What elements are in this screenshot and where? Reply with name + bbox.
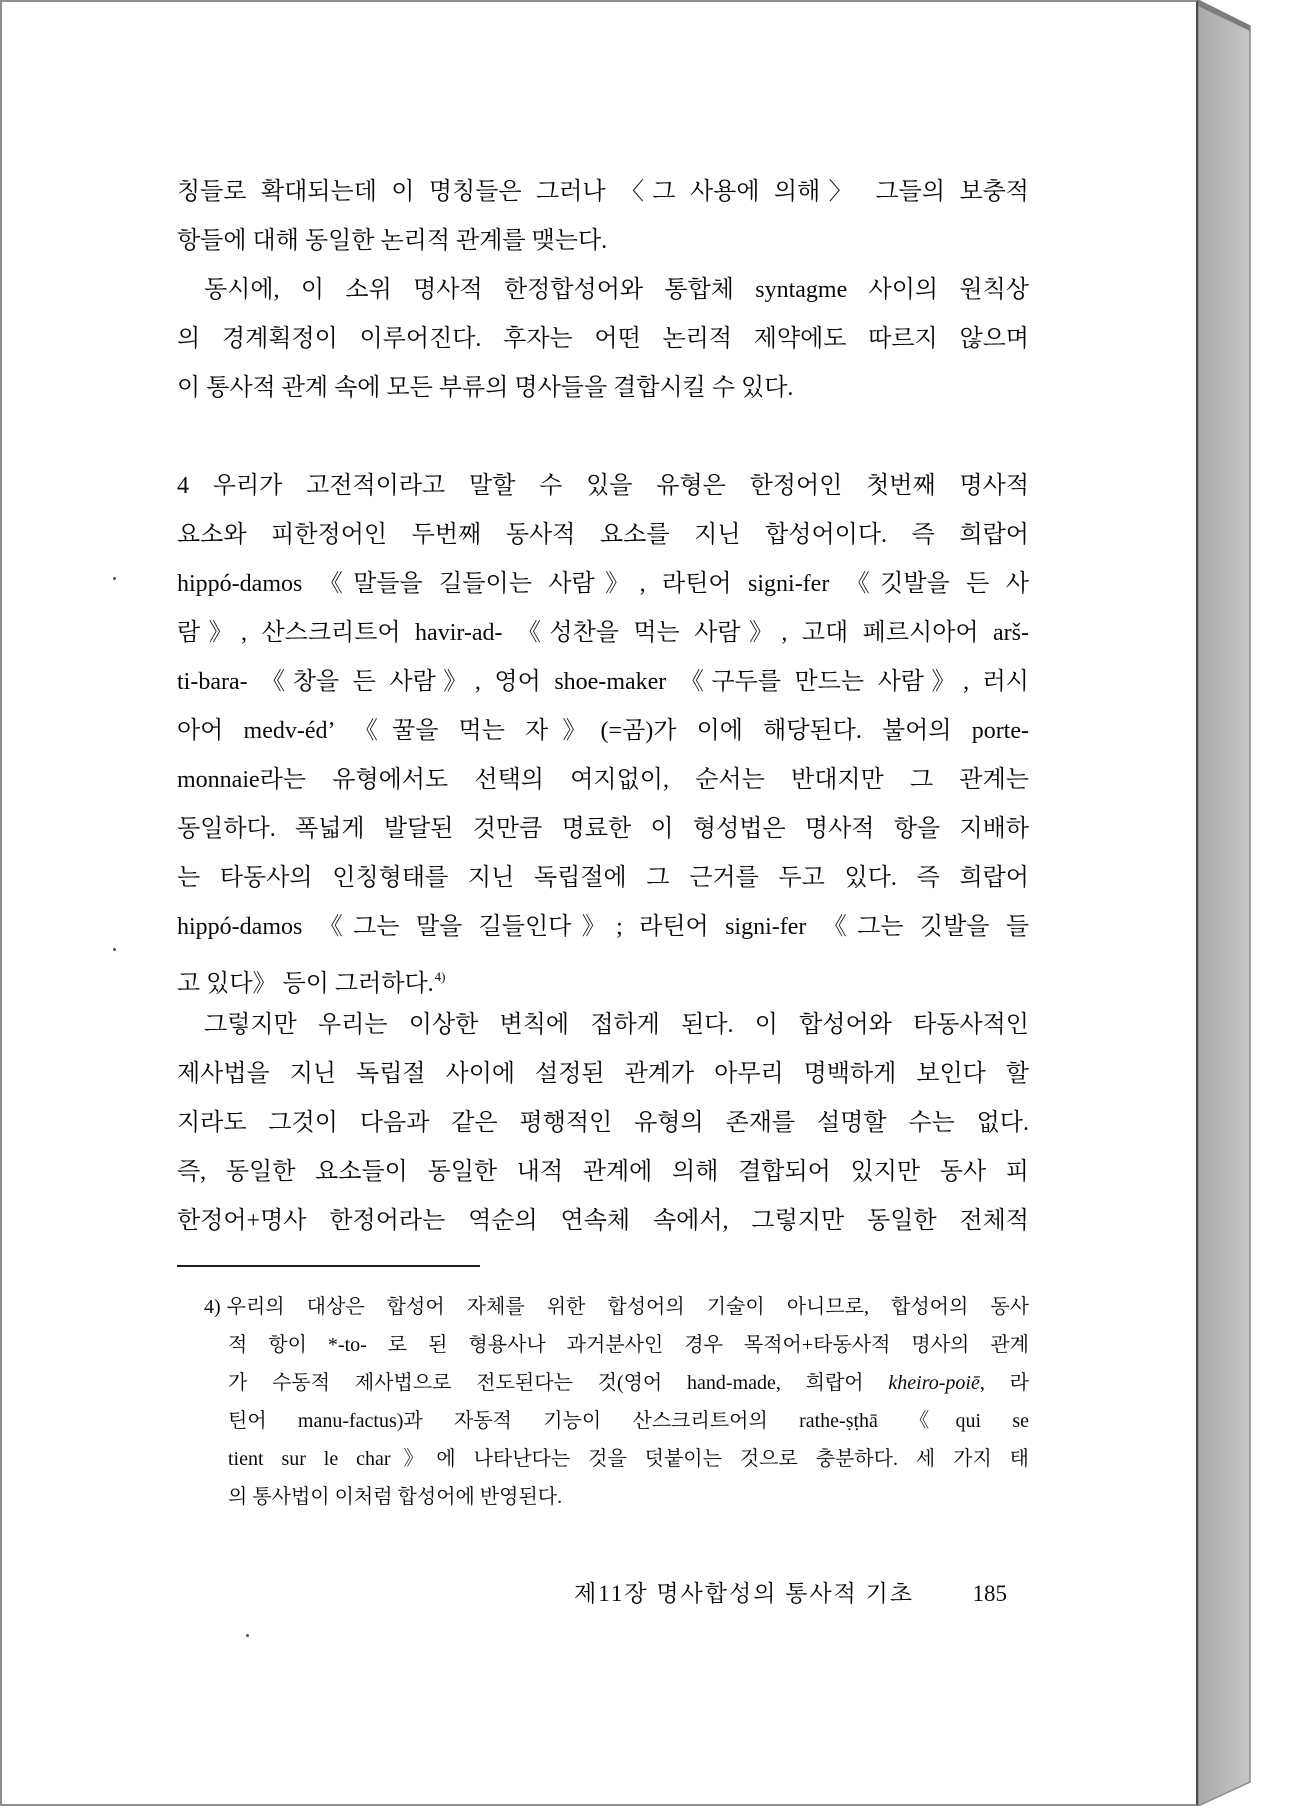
text-line: 즉, 동일한 요소들이 동일한 내적 관계에 의해 결합되어 있지만 동사 피 [177, 1159, 1029, 1185]
text-line: 동일하다. 폭넓게 발달된 것만큼 명료한 이 형성법은 명사적 항을 지배하 [177, 816, 1029, 842]
book-edge-side [1198, 0, 1250, 1806]
scan-speck [246, 1634, 249, 1637]
text-line: 람》, 산스크리트어 havir-ad- 《성찬을 먹는 사람》, 고대 페르시아어 arš- [177, 620, 1029, 646]
running-footer [574, 1578, 1007, 1610]
footnote-line [228, 1364, 1029, 1402]
numbered-paragraph [177, 462, 1029, 1001]
main-text [177, 168, 1029, 1246]
footnote-line: 틴어 manu-factus)과 자동적 기능이 산스크리트어의 rathe-ṣṭhā 《qui se [228, 1410, 1029, 1432]
text-line [177, 952, 1029, 1001]
footnote-separator [177, 1265, 480, 1267]
text-line: 지라도 그것이 다음과 같은 평행적인 유형의 존재를 설명할 수는 없다. [177, 1110, 1029, 1136]
text-line: 는 타동사의 인칭형태를 지닌 독립절에 그 근거를 두고 있다. 즉 희랍어 [177, 865, 1029, 891]
footnote-line-content: 가 수동적 제사법으로 전도된다는 것(영어 hand-made, 희랍어 [228, 1372, 889, 1394]
text-line: 의 경계획정이 이루어진다. 후자는 어떤 논리적 제약에도 따르지 않으며 [177, 326, 1029, 352]
paragraph-continued [177, 168, 1029, 266]
text-line: 한정어+명사 한정어라는 역순의 연속체 속에서, 그렇지만 동일한 전체적 [177, 1208, 1029, 1234]
text-line: 항들에 대해 동일한 논리적 관계를 맺는다. [177, 228, 608, 254]
italic-term: kheiro-poiē [888, 1372, 980, 1394]
page-number: 185 [972, 1581, 1007, 1606]
text-line: 아어 medv-éd’ 《꿀을 먹는 자》(=곰)가 이에 해당된다. 불어의 porte- [177, 718, 1029, 744]
text-line: 칭들로 확대되는데 이 명칭들은 그러나 〈그 사용에 의해〉 그들의 보충적 [177, 179, 1029, 205]
chapter-title: 제11장 명사합성의 통사적 기초 [574, 1581, 915, 1606]
scan-speck [113, 577, 116, 580]
paragraph [177, 1001, 1029, 1246]
text-line: 이 통사적 관계 속에 모든 부류의 명사들을 결합시킬 수 있다. [177, 375, 794, 401]
paragraph [177, 266, 1029, 413]
text-line: hippó-damos 《말들을 길들이는 사람》, 라틴어 signi-fer 《깃발을 든 사 [177, 571, 1029, 597]
text-line: monnaie라는 유형에서도 선택의 여지없이, 순서는 반대지만 그 관계는 [177, 767, 1029, 793]
text-line: 그렇지만 우리는 이상한 변칙에 접하게 된다. 이 합성어와 타동사적인 [204, 1012, 1029, 1038]
footnote-line: tient sur le char》에 나타난다는 것을 덧붙이는 것으로 충분하다. 세 가지 태 [228, 1448, 1029, 1470]
footnote-line: 적 항이 *-to- 로 된 형용사나 과거분사인 경우 목적어+타동사적 명사의 관계 [228, 1334, 1029, 1356]
footnote-marker: 4) [204, 1296, 221, 1318]
text-line: ti-bara- 《창을 든 사람》, 영어 shoe-maker 《구두를 만드는 사람》, 러시 [177, 669, 1029, 695]
scan-speck [113, 948, 116, 951]
footnote-line: 의 통사법이 이처럼 합성어에 반영된다. [228, 1486, 563, 1508]
footnote-line-content: , 라 [979, 1372, 1029, 1394]
text-line-content: 고 있다》 등이 그러하다. [177, 971, 434, 997]
footnote-reference: 4) [434, 969, 446, 984]
text-line: 제사법을 지닌 독립절 사이에 설정된 관계가 아무리 명백하게 보인다 할 [177, 1061, 1029, 1087]
text-line: hippó-damos 《그는 말을 길들인다》; 라틴어 signi-fer 《그는 깃발을 들 [177, 914, 1029, 940]
footnote-line-content: 우리의 대상은 합성어 자체를 위한 합성어의 기술이 아니므로, 합성어의 동사 [226, 1296, 1029, 1318]
text-line: 동시에, 이 소위 명사적 한정합성어와 통합체 syntagme 사이의 원칙상 [204, 277, 1029, 303]
text-line: 요소와 피한정어인 두번째 동사적 요소를 지닌 합성어이다. 즉 희랍어 [177, 522, 1029, 548]
text-line: 4 우리가 고전적이라고 말할 수 있을 유형은 한정어인 첫번째 명사적 [177, 473, 1029, 499]
footnote-line [204, 1288, 1029, 1326]
footnote [204, 1288, 1029, 1516]
